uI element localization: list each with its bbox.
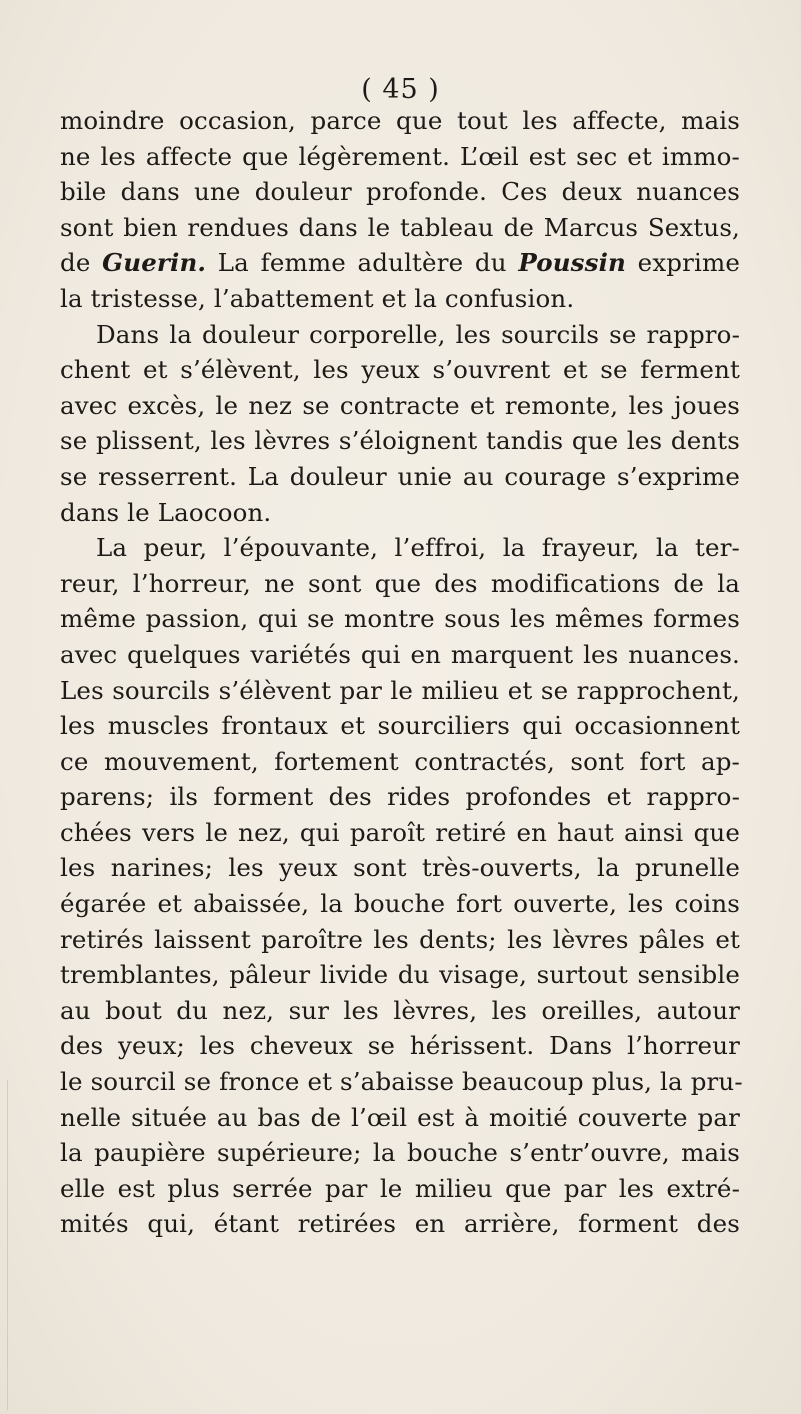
text-line: chent et s’élèvent, les yeux s’ouvrent et se ferment <box>60 355 740 385</box>
text-line: au bout du nez, sur les lèvres, les oreilles, autour <box>60 995 740 1025</box>
text-line: Dans la douleur corporelle, les sourcils se rappro- <box>96 319 740 349</box>
text-line: les muscles frontaux et sourciliers qui occasionnent <box>60 711 740 741</box>
text-line: ne les affecte que légèrement. L’œil est sec et immo- <box>60 141 740 171</box>
text-line: ce mouvement, fortement contractés, sont fort ap- <box>60 746 740 776</box>
text-run: de <box>60 248 103 278</box>
text-run: exprime <box>626 248 740 278</box>
text-line: parens; ils forment des rides profondes et rappro- <box>60 782 740 812</box>
text-line: retirés laissent paroître les dents; les lèvres pâles et <box>60 924 740 954</box>
text-line: mités qui, étant retirées en arrière, forment des <box>60 1209 740 1239</box>
text-line: des yeux; les cheveux se hérissent. Dans l’horreur <box>60 1031 740 1061</box>
text-line: reur, l’horreur, ne sont que des modifications de la <box>60 568 740 598</box>
text-line: Les sourcils s’élèvent par le milieu et se rapprochent, <box>60 675 740 705</box>
text-line: nelle située au bas de l’œil est à moitié couverte par <box>60 1102 740 1132</box>
text-line: dans le Laocoon. <box>60 497 272 527</box>
text-line: avec excès, le nez se contracte et remonte, les joues <box>60 390 740 420</box>
text-line: sont bien rendues dans le tableau de Marcus Sextus, <box>60 212 740 242</box>
text-line <box>60 245 740 281</box>
text-line: La peur, l’épouvante, l’effroi, la frayeur, la ter- <box>96 533 740 563</box>
painter-name-poussin: Poussin <box>518 248 626 278</box>
page-number: ( 45 ) <box>361 74 440 105</box>
text-line: chées vers le nez, qui paroît retiré en haut ainsi que <box>60 817 740 847</box>
body-text <box>60 103 743 1242</box>
text-line: tremblantes, pâleur livide du visage, surtout sensible <box>60 960 740 990</box>
text-line: se resserrent. La douleur unie au courage s’exprime <box>60 461 740 491</box>
text-line: elle est plus serrée par le milieu que par les extré- <box>60 1173 740 1203</box>
text-run: La femme adultère du <box>206 248 519 278</box>
text-line: bile dans une douleur profonde. Ces deux nuances <box>60 177 740 207</box>
text-line: moindre occasion, parce que tout les affecte, mais <box>60 106 740 135</box>
text-line: le sourcil se fronce et s’abaisse beaucoup plus, la pru- <box>60 1067 743 1097</box>
text-line: la tristesse, l’abattement et la confusion. <box>60 283 575 313</box>
text-line: les narines; les yeux sont très-ouverts, la prunelle <box>60 853 740 883</box>
text-line: se plissent, les lèvres s’éloignent tandis que les dents <box>60 426 740 456</box>
text-line: la paupière supérieure; la bouche s’entr’ouvre, mais <box>60 1138 740 1168</box>
text-line: avec quelques variétés qui en marquent les nuances. <box>60 639 740 669</box>
painter-name-guerin: Guerin. <box>102 248 207 278</box>
text-line: même passion, qui se montre sous les mêmes formes <box>60 604 740 634</box>
text-line: égarée et abaissée, la bouche fort ouverte, les coins <box>60 889 740 919</box>
page-edge-mark <box>7 1080 8 1410</box>
